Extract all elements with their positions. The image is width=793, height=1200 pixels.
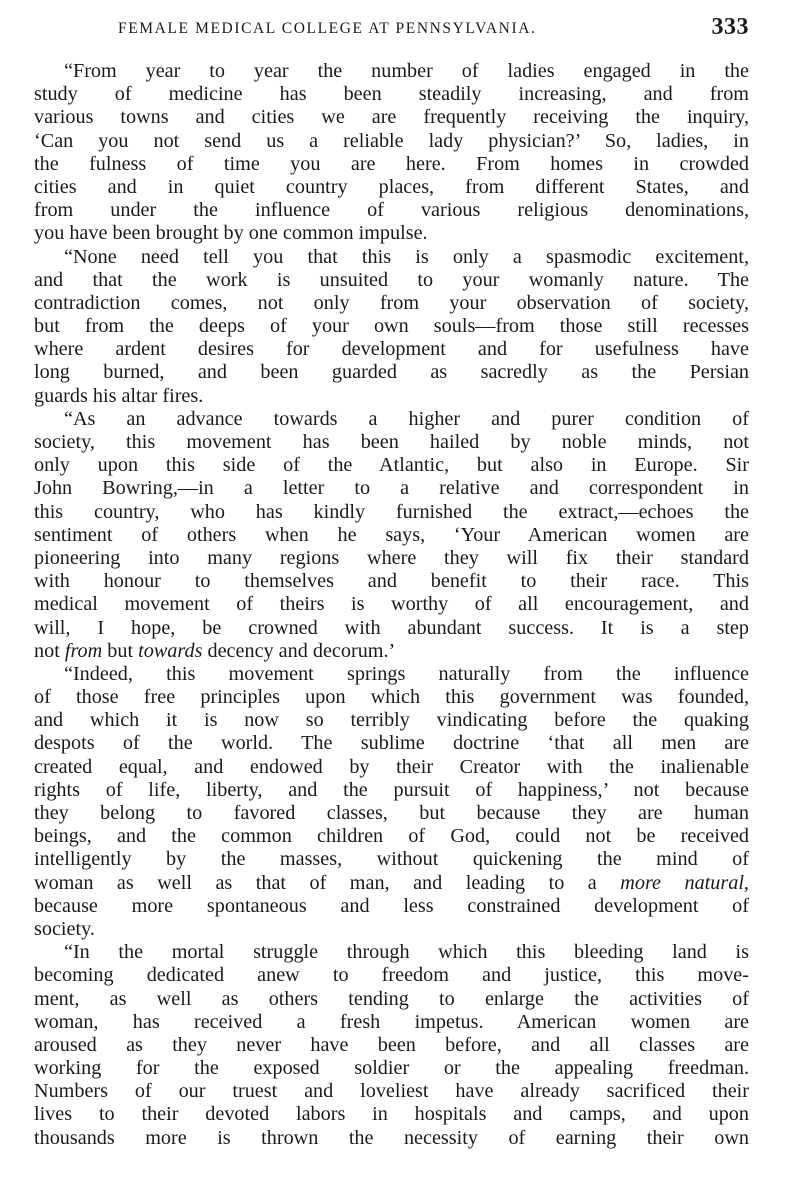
- text-line: working for the exposed soldier or the appealing freedman.: [34, 1057, 749, 1080]
- text-line: contradiction comes, not only from your observation of society,: [34, 291, 749, 314]
- text-line: pioneering into many regions where they will fix their standard: [34, 546, 749, 569]
- text-line: the fulness of time you are here. From homes in crowded: [34, 152, 749, 175]
- text-line: ment, as well as others tending to enlarge the activities of: [34, 987, 749, 1010]
- text-segment: decency and decorum.’: [202, 639, 396, 662]
- text-line: only upon this side of the Atlantic, but also in Europe. Sir: [34, 454, 749, 477]
- running-title: FEMALE MEDICAL COLLEGE AT PENNSYLVANIA.: [118, 20, 537, 37]
- text-line: and which it is now so terribly vindicating before the quaking: [34, 709, 749, 732]
- text-line: but from the deeps of your own souls—from those still recesses: [34, 315, 749, 338]
- text-line: [34, 872, 749, 895]
- text-line: will, I hope, be crowned with abundant success. It is a step: [34, 616, 749, 639]
- text-line: of those free principles upon which this government was founded,: [34, 686, 749, 709]
- text-line: aroused as they never have been before, and all classes are: [34, 1033, 749, 1056]
- text-line: woman, has received a fresh impetus. American women are: [34, 1010, 749, 1033]
- italic-text: towards: [138, 639, 203, 662]
- text-line: because more spontaneous and less constrained development of: [34, 894, 749, 917]
- text-line: [34, 640, 749, 663]
- italic-text: more natural,: [620, 871, 749, 894]
- text-line: “From year to year the number of ladies engaged in the: [64, 60, 749, 82]
- text-line: “In the mortal struggle through which this bleeding land is: [64, 941, 749, 964]
- page-number: 333: [711, 14, 749, 40]
- text-line: this country, who has kindly furnished the extract,—echoes the: [34, 500, 749, 523]
- text-line: society, this movement has been hailed by noble minds, not: [34, 431, 749, 453]
- text-line: where ardent desires for development and for usefulness have: [34, 338, 749, 361]
- running-head: [34, 14, 749, 44]
- text-segment: woman as well as that of man, and leading to a: [34, 871, 621, 894]
- text-line: created equal, and endowed by their Creator with the inalienable: [34, 755, 749, 778]
- text-line: “As an advance towards a higher and purer condition of: [64, 407, 749, 430]
- text-line: society.: [34, 917, 95, 940]
- italic-text: from: [64, 639, 103, 662]
- text-line: they belong to favored classes, but because they are human: [34, 802, 749, 824]
- text-line: from under the influence of various religious denominations,: [34, 199, 749, 222]
- text-line: beings, and the common children of God, could not be received: [34, 825, 749, 848]
- text-line: intelligently by the masses, without quickening the mind of: [34, 848, 749, 871]
- text-line: rights of life, liberty, and the pursuit of happiness,’ not because: [34, 778, 749, 801]
- text-line: ‘Can you not send us a reliable lady physician?’ So, ladies, in: [34, 129, 749, 152]
- text-line: cities and in quiet country places, from different States, and: [34, 175, 749, 198]
- text-line: study of medicine has been steadily increasing, and from: [34, 83, 749, 106]
- text-segment: but: [102, 639, 139, 662]
- text-line: long burned, and been guarded as sacredly as the Persian: [34, 361, 749, 384]
- text-line: various towns and cities we are frequently receiving the inquiry,: [34, 106, 749, 129]
- text-line: John Bowring,—in a letter to a relative and correspondent in: [34, 477, 749, 500]
- text-line: “Indeed, this movement springs naturally from the influence: [64, 662, 749, 685]
- body-text: [34, 60, 749, 1150]
- text-line: Numbers of our truest and loveliest have already sacrificed their: [34, 1080, 749, 1103]
- text-line: “None need tell you that this is only a spasmodic excitement,: [64, 245, 749, 268]
- text-line: you have been brought by one common impulse.: [34, 222, 428, 245]
- text-line: sentiment of others when he says, ‘Your American women are: [34, 523, 749, 546]
- text-line: becoming dedicated anew to freedom and justice, this move-: [34, 964, 749, 987]
- text-line: with honour to themselves and benefit to their race. This: [34, 570, 749, 593]
- text-line: despots of the world. The sublime doctrine ‘that all men are: [34, 732, 749, 755]
- text-line: lives to their devoted labors in hospitals and camps, and upon: [34, 1103, 749, 1126]
- text-line: thousands more is thrown the necessity of earning their own: [34, 1126, 749, 1149]
- text-segment: not: [34, 639, 65, 662]
- text-line: guards his altar fires.: [34, 384, 204, 407]
- text-line: medical movement of theirs is worthy of all encouragement, and: [34, 593, 749, 616]
- text-line: and that the work is unsuited to your womanly nature. The: [34, 268, 749, 291]
